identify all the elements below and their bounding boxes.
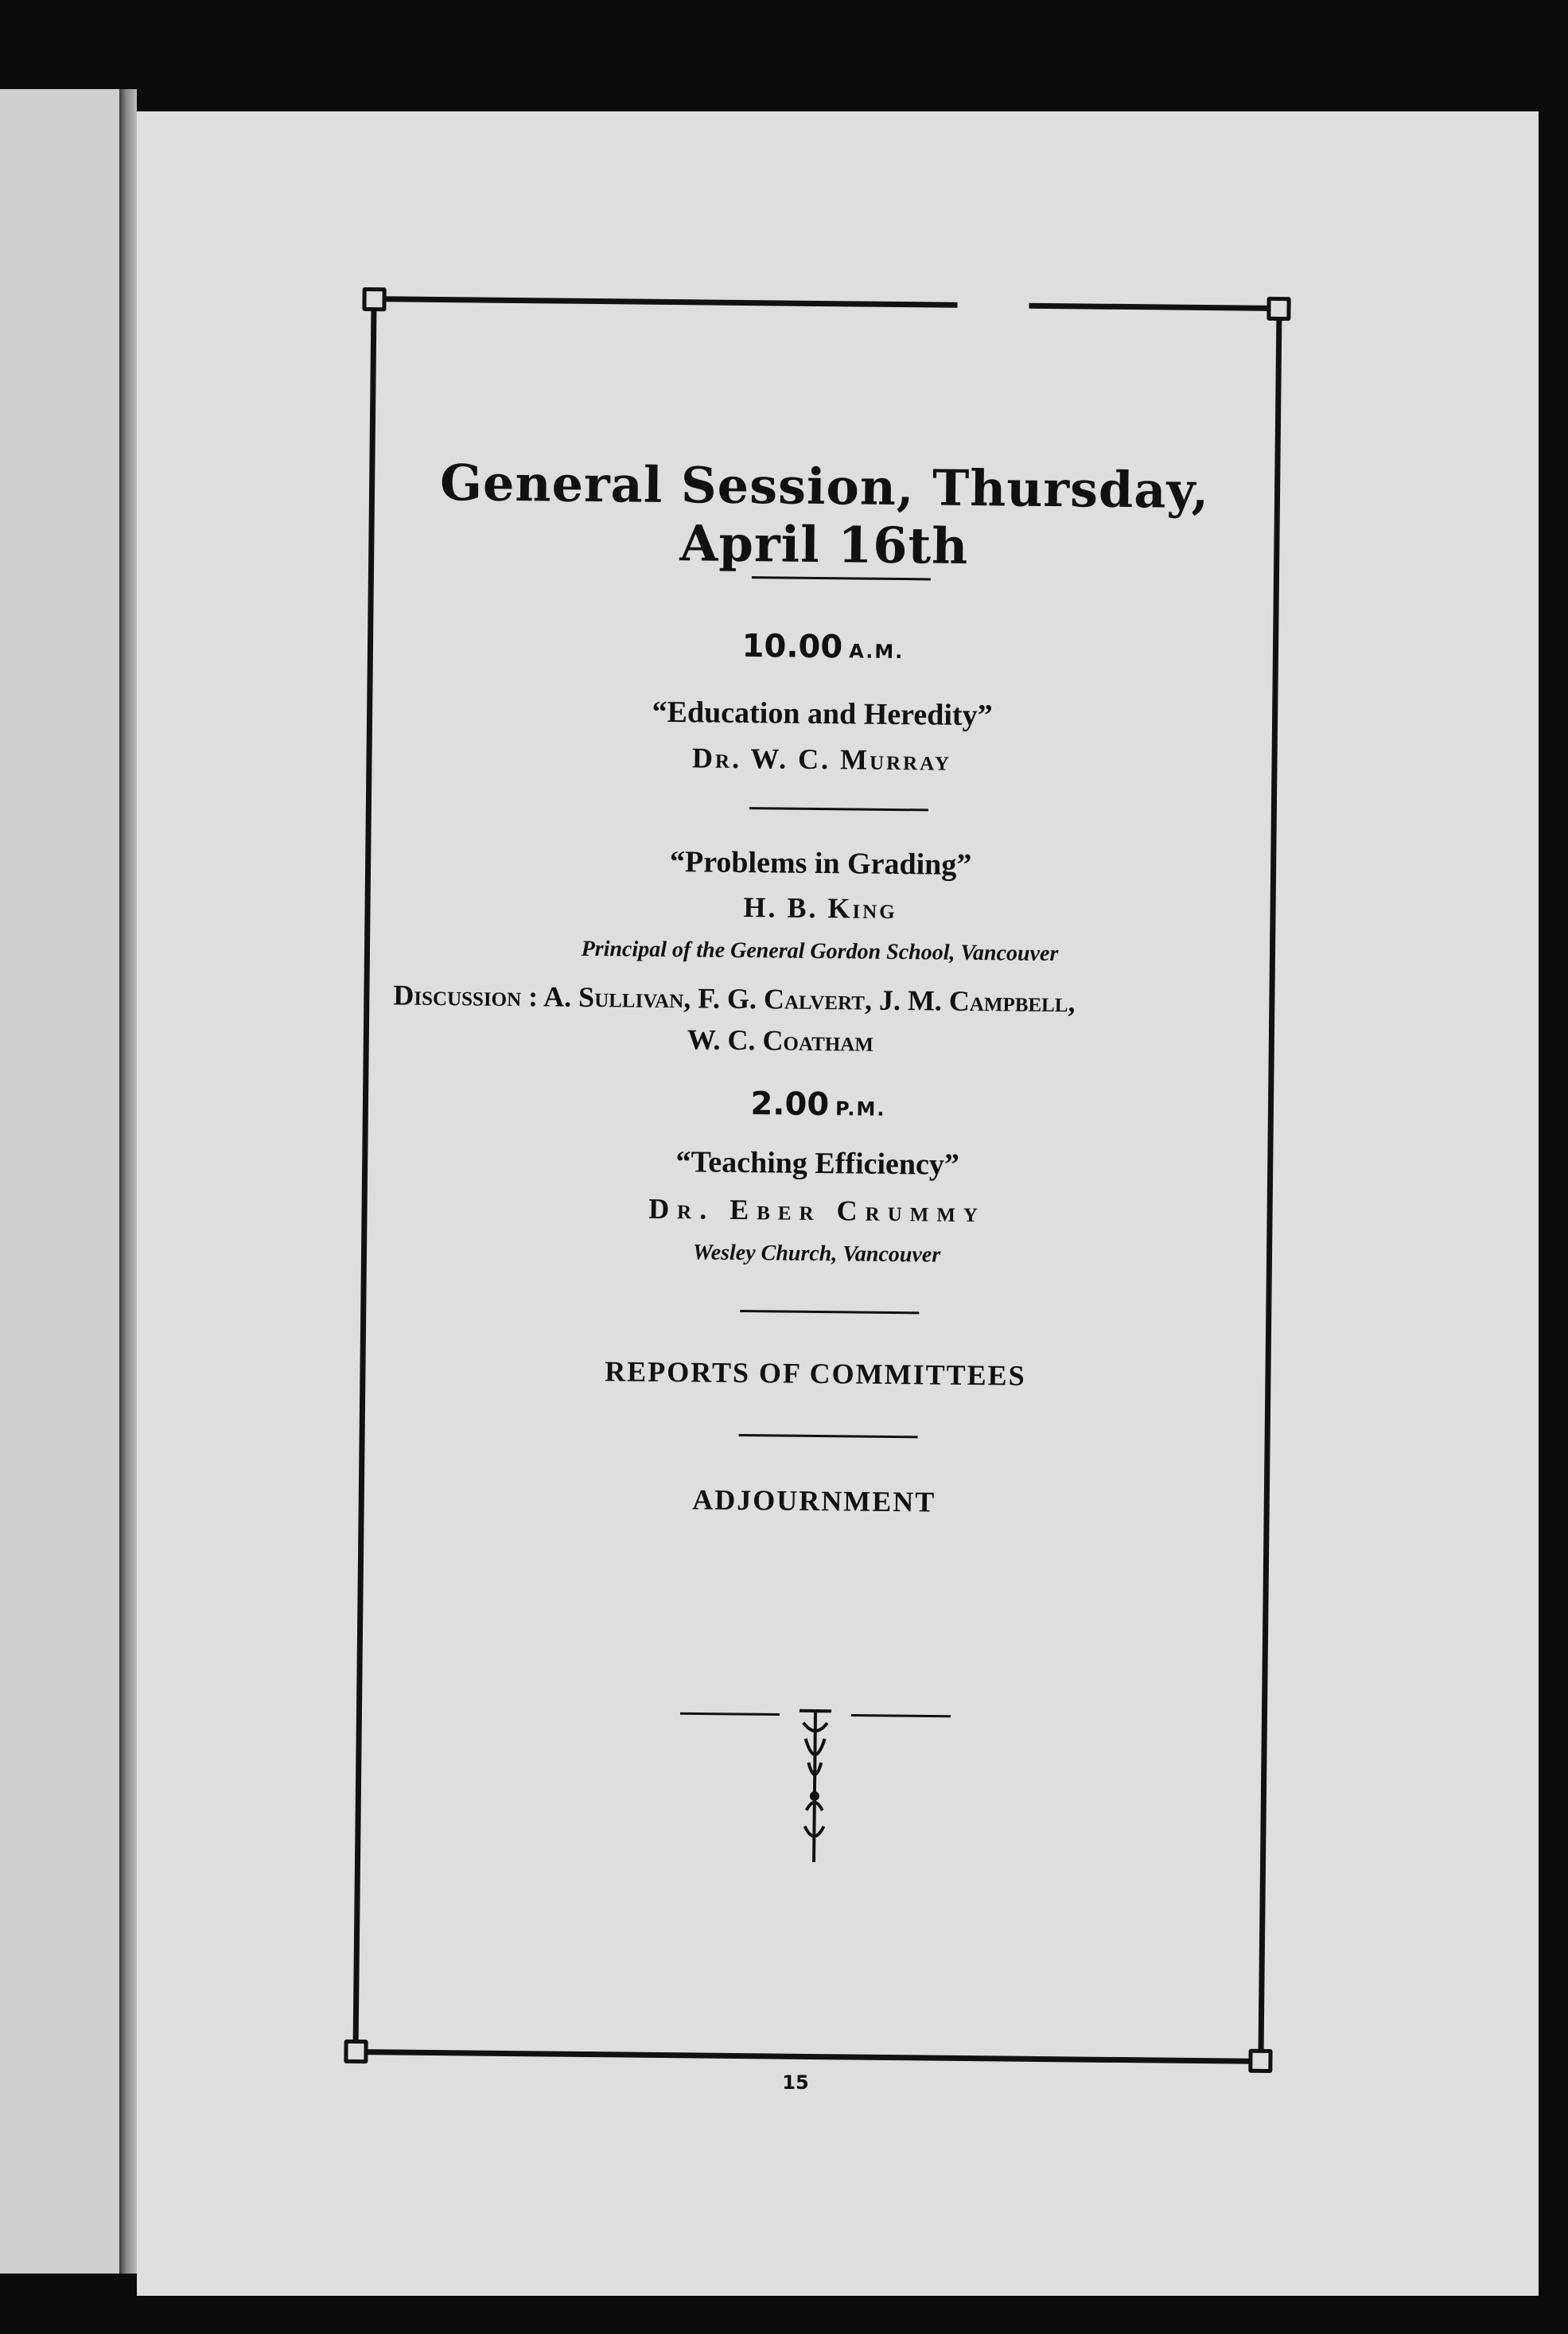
afternoon-time-period: P.M. bbox=[835, 1097, 886, 1120]
discussion-label: Discussion : bbox=[393, 979, 539, 1013]
discussion-panel bbox=[393, 974, 1254, 1066]
morning-time-value: 10.00 bbox=[741, 627, 843, 666]
reports-heading: REPORTS OF COMMITTEES bbox=[605, 1355, 1026, 1392]
discussion-participants: A. Sullivan, F. G. Calvert, J. M. Campbell, bbox=[543, 980, 1076, 1019]
speaker-name: Dr. W. C. Murray bbox=[691, 742, 952, 777]
divider-rule bbox=[749, 807, 928, 811]
page-title: General Session, Thursday, April 16th bbox=[439, 453, 1210, 575]
talk-title: “Education and Heredity” bbox=[652, 695, 993, 733]
program-frame bbox=[352, 296, 1282, 2064]
divider-rule bbox=[740, 1310, 919, 1314]
speaker-name: H. B. King bbox=[743, 891, 897, 925]
book-spine bbox=[119, 89, 137, 2274]
tailpiece-ornament bbox=[679, 1705, 951, 1868]
adjournment-heading: ADJOURNMENT bbox=[692, 1483, 936, 1518]
talk-title: “Problems in Grading” bbox=[669, 845, 972, 883]
morning-time-period: A.M. bbox=[849, 640, 905, 664]
divider-rule bbox=[739, 1434, 918, 1438]
program-content bbox=[359, 302, 1277, 2059]
page-number: 15 bbox=[782, 2071, 809, 2094]
afternoon-time bbox=[368, 1081, 1268, 1128]
discussion-participants-continued: W. C. Coatham bbox=[687, 1023, 874, 1058]
morning-time bbox=[373, 624, 1273, 670]
divider-rule bbox=[752, 576, 931, 580]
speaker-name: Dr. Eber Crummy bbox=[648, 1192, 986, 1229]
talk-title: “Teaching Efficiency” bbox=[675, 1145, 960, 1182]
speaker-affiliation: Wesley Church, Vancouver bbox=[692, 1240, 941, 1268]
speaker-affiliation: Principal of the General Gordon School, Vancouver bbox=[581, 936, 1059, 967]
left-page bbox=[0, 89, 119, 2274]
afternoon-time-value: 2.00 bbox=[750, 1085, 830, 1124]
